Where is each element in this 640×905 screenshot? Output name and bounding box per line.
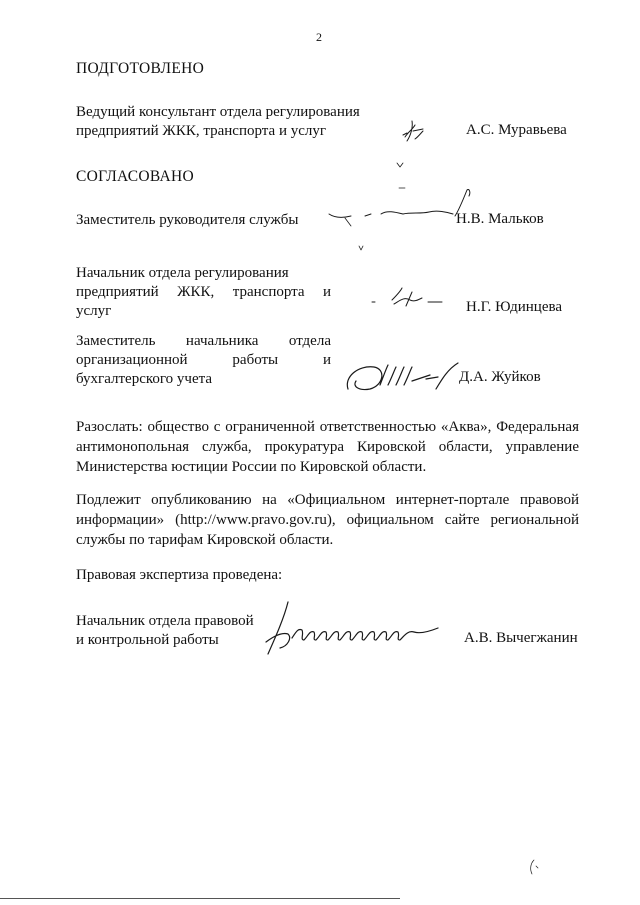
prepared-heading: ПОДГОТОВЛЕНО [76, 60, 205, 77]
word: ЖКК, [177, 284, 215, 300]
agreed-signer-position-line [76, 351, 331, 370]
agreed-signer-1-position [76, 211, 326, 230]
distribution-list [76, 417, 579, 477]
signature-zhuykov [340, 355, 470, 405]
page-number: 2 [316, 30, 322, 44]
agreed-signer-2-position [76, 264, 331, 321]
agreed-signer-position-line: Начальник отдела регулирования [76, 265, 289, 281]
word: организационной [76, 352, 188, 368]
prepared-name: А.С. Муравьева [466, 122, 567, 138]
prepared-position-line: Ведущий консультант отдела регулирования [76, 104, 360, 120]
agreed-signer-3-position [76, 332, 331, 389]
word: начальника [185, 333, 259, 349]
publication-note [76, 490, 579, 550]
signature-yudintseva [370, 282, 460, 318]
agreed-signer-3-name: Д.А. Жуйков [459, 369, 541, 385]
agreed-signer-1-name: Н.В. Мальков [456, 211, 544, 227]
prepared-position-line: предприятий ЖКК, транспорта и услуг [76, 123, 327, 139]
word: транспорта [232, 284, 305, 300]
signature-vychegzhanin [258, 598, 448, 658]
signature-malkov [325, 180, 475, 252]
legal-review-position-line: Начальник отдела правовой [76, 613, 254, 629]
distribution-line: антимонопольная служба, прокуратура Кировской области, управление [76, 439, 579, 455]
word: Заместитель [76, 333, 156, 349]
agreed-signer-position-line [76, 283, 331, 302]
word: работы [232, 352, 279, 368]
publication-line: информации» (http://www.pravo.gov.ru), официальном сайте региональной [76, 512, 579, 528]
word: и [322, 352, 331, 368]
agreed-signer-position-line [76, 332, 331, 351]
agreed-signer-position-line: услуг [76, 303, 112, 319]
legal-review-statement: Правовая экспертиза проведена: [76, 567, 283, 583]
agreed-signer-position-line: Заместитель руководителя службы [76, 212, 299, 228]
signature-muravyeva [385, 105, 445, 165]
publication-line: Подлежит опубликованию на «Официальном интернет-портале правовой [76, 492, 579, 508]
word: и [322, 284, 331, 300]
word: предприятий [76, 284, 159, 300]
word: отдела [288, 333, 331, 349]
scan-mark [524, 856, 544, 880]
bottom-rule [0, 898, 400, 899]
agreed-signer-position-line: бухгалтерского учета [76, 371, 213, 387]
distribution-line: Разослать: общество с ограниченной ответственностью «Аква», Федеральная [76, 419, 579, 435]
agreed-signer-2-name: Н.Г. Юдинцева [466, 299, 563, 315]
prepared-position [76, 103, 376, 141]
legal-review-position-line: и контрольной работы [76, 632, 219, 648]
distribution-line: Министерства юстиции России по Кировской области. [76, 459, 427, 475]
agreed-heading: СОГЛАСОВАНО [76, 168, 195, 185]
legal-review-name: А.В. Вычегжанин [464, 630, 578, 646]
publication-line: службы по тарифам Кировской области. [76, 532, 334, 548]
